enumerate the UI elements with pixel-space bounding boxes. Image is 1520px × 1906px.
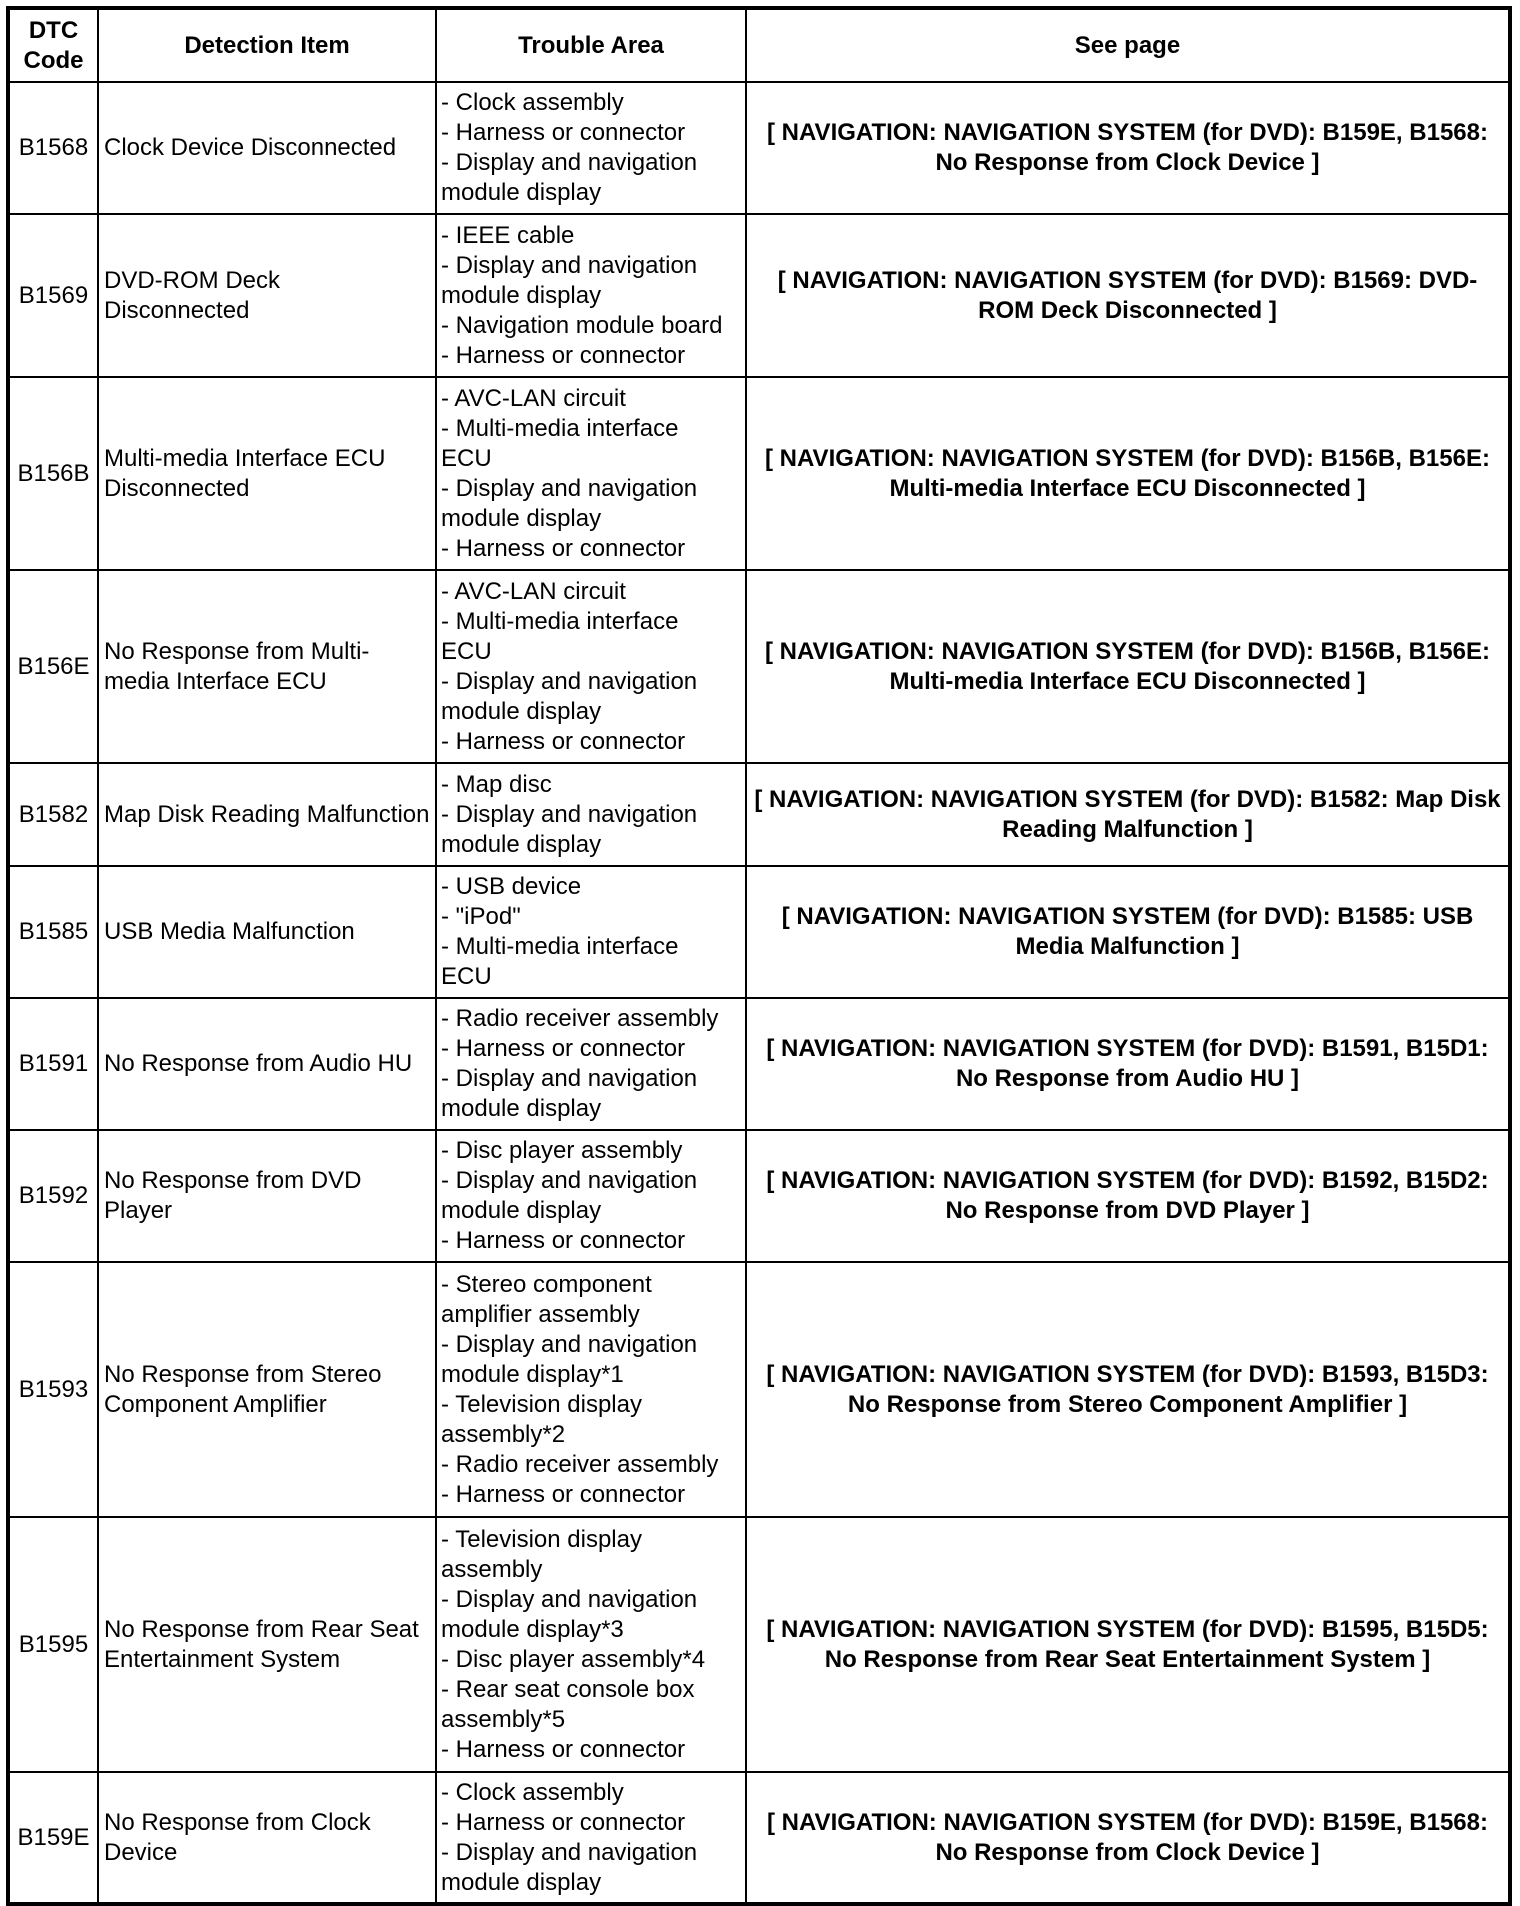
trouble-area-line: - Display and navigation: [441, 1838, 698, 1866]
see-page-link[interactable]: [ NAVIGATION: NAVIGATION SYSTEM (for DVD): B159E, B1568: No Response from Clock Device ]: [746, 1772, 1510, 1904]
detection-item-cell: No Response from DVD Player: [98, 1130, 436, 1262]
dtc-table: [6, 6, 1512, 1906]
trouble-area-line: - AVC-LAN circuit: [441, 577, 626, 605]
trouble-area-line: module display: [441, 179, 602, 206]
trouble-area-line: - AVC-LAN circuit: [441, 384, 626, 412]
trouble-area-line: - Harness or connector: [441, 119, 686, 146]
trouble-area-line: - Display and navigation: [441, 800, 698, 828]
see-page-link[interactable]: [ NAVIGATION: NAVIGATION SYSTEM (for DVD): B1595, B15D5: No Response from Rear Seat Entertainment System ]: [746, 1517, 1510, 1772]
see-page-link[interactable]: [ NAVIGATION: NAVIGATION SYSTEM (for DVD): B159E, B1568: No Response from Clock Device ]: [746, 82, 1510, 214]
header-detection-item: Detection Item: [98, 8, 436, 82]
table-header: [8, 8, 1510, 82]
see-page-link[interactable]: [ NAVIGATION: NAVIGATION SYSTEM (for DVD): B156B, B156E: Multi-media Interface ECU Disconnected ]: [746, 570, 1510, 763]
dtc-code-cell: B1569: [8, 214, 98, 377]
trouble-area-cell: [436, 1130, 746, 1262]
table-body: [8, 82, 1510, 1904]
trouble-area-line: - Multi-media interface: [441, 607, 679, 635]
trouble-area-cell: [436, 763, 746, 866]
dtc-code-cell: B159E: [8, 1772, 98, 1904]
trouble-area-cell: [436, 377, 746, 570]
trouble-area-cell: [436, 1772, 746, 1904]
trouble-area-line: - Display and navigation: [441, 1585, 698, 1613]
header-trouble-area: Trouble Area: [436, 8, 746, 82]
trouble-area-line: - Harness or connector: [441, 1035, 686, 1062]
trouble-area-cell: [436, 1262, 746, 1517]
dtc-table-sheet: [6, 6, 1508, 1896]
trouble-area-line: - Harness or connector: [441, 1227, 686, 1254]
trouble-area-line: - Display and navigation: [441, 1065, 698, 1092]
trouble-area-line: module display: [441, 697, 602, 725]
trouble-area-line: ECU: [441, 444, 492, 472]
trouble-area-line: - Harness or connector: [441, 1735, 686, 1763]
trouble-area-line: - Clock assembly: [441, 89, 624, 116]
dtc-code-cell: B1592: [8, 1130, 98, 1262]
detection-item-cell: No Response from Audio HU: [98, 998, 436, 1130]
trouble-area-line: - USB device: [441, 873, 582, 900]
trouble-area-line: module display: [441, 830, 602, 858]
trouble-area-line: ECU: [441, 963, 492, 990]
table-row: [8, 1772, 1510, 1904]
dtc-code-cell: B1582: [8, 763, 98, 866]
trouble-area-cell: [436, 1517, 746, 1772]
trouble-area-line: - Map disc: [441, 770, 552, 798]
trouble-area-line: - IEEE cable: [441, 221, 575, 249]
trouble-area-line: module display*1: [441, 1360, 624, 1388]
dtc-code-cell: B1595: [8, 1517, 98, 1772]
trouble-area-line: - Multi-media interface: [441, 933, 679, 960]
trouble-area-line: - Disc player assembly*4: [441, 1645, 706, 1673]
trouble-area-line: - Display and navigation: [441, 149, 698, 176]
detection-item-cell: DVD-ROM Deck Disconnected: [98, 214, 436, 377]
trouble-area-line: module display: [441, 504, 602, 532]
trouble-area-line: - Navigation module board: [441, 311, 723, 339]
trouble-area-line: - Harness or connector: [441, 1808, 686, 1836]
detection-item-cell: No Response from Clock Device: [98, 1772, 436, 1904]
trouble-area-line: module display*3: [441, 1615, 624, 1643]
table-row: [8, 763, 1510, 866]
trouble-area-cell: [436, 82, 746, 214]
trouble-area-line: - Harness or connector: [441, 1480, 686, 1508]
see-page-link[interactable]: [ NAVIGATION: NAVIGATION SYSTEM (for DVD): B1591, B15D1: No Response from Audio HU ]: [746, 998, 1510, 1130]
detection-item-cell: Clock Device Disconnected: [98, 82, 436, 214]
detection-item-cell: USB Media Malfunction: [98, 866, 436, 998]
detection-item-cell: Multi-media Interface ECU Disconnected: [98, 377, 436, 570]
trouble-area-line: - Harness or connector: [441, 727, 686, 755]
trouble-area-line: - Clock assembly: [441, 1778, 624, 1806]
see-page-link[interactable]: [ NAVIGATION: NAVIGATION SYSTEM (for DVD): B1582: Map Disk Reading Malfunction ]: [746, 763, 1510, 866]
trouble-area-line: module display: [441, 1197, 602, 1224]
trouble-area-line: - Display and navigation: [441, 474, 698, 502]
table-row: [8, 1517, 1510, 1772]
trouble-area-line: - "iPod": [441, 903, 521, 930]
trouble-area-cell: [436, 866, 746, 998]
trouble-area-line: - Radio receiver assembly: [441, 1450, 719, 1478]
table-row: [8, 570, 1510, 763]
trouble-area-cell: [436, 570, 746, 763]
see-page-link[interactable]: [ NAVIGATION: NAVIGATION SYSTEM (for DVD): B1585: USB Media Malfunction ]: [746, 866, 1510, 998]
table-row: [8, 866, 1510, 998]
trouble-area-line: - Disc player assembly: [441, 1137, 683, 1164]
see-page-link[interactable]: [ NAVIGATION: NAVIGATION SYSTEM (for DVD): B1569: DVD-ROM Deck Disconnected ]: [746, 214, 1510, 377]
trouble-area-line: - Harness or connector: [441, 341, 686, 369]
trouble-area-line: - Harness or connector: [441, 534, 686, 562]
trouble-area-line: - Display and navigation: [441, 251, 698, 279]
table-row: [8, 214, 1510, 377]
table-row: [8, 1262, 1510, 1517]
see-page-link[interactable]: [ NAVIGATION: NAVIGATION SYSTEM (for DVD): B1593, B15D3: No Response from Stereo Component Amplifier ]: [746, 1262, 1510, 1517]
see-page-link[interactable]: [ NAVIGATION: NAVIGATION SYSTEM (for DVD): B1592, B15D2: No Response from DVD Player ]: [746, 1130, 1510, 1262]
detection-item-cell: No Response from Rear Seat Entertainment System: [98, 1517, 436, 1772]
detection-item-cell: Map Disk Reading Malfunction: [98, 763, 436, 866]
trouble-area-line: - Radio receiver assembly: [441, 1005, 719, 1032]
trouble-area-line: - Display and navigation: [441, 1167, 698, 1194]
header-dtc-code: DTC Code: [8, 8, 98, 82]
dtc-code-cell: B156B: [8, 377, 98, 570]
header-see-page: See page: [746, 8, 1510, 82]
dtc-code-cell: B1593: [8, 1262, 98, 1517]
trouble-area-line: amplifier assembly: [441, 1300, 640, 1328]
trouble-area-cell: [436, 998, 746, 1130]
table-row: [8, 377, 1510, 570]
trouble-area-cell: [436, 214, 746, 377]
trouble-area-line: module display: [441, 281, 602, 309]
trouble-area-line: - Display and navigation: [441, 1330, 698, 1358]
table-row: [8, 1130, 1510, 1262]
trouble-area-line: assembly*2: [441, 1420, 566, 1448]
detection-item-cell: No Response from Stereo Component Amplifier: [98, 1262, 436, 1517]
trouble-area-line: module display: [441, 1868, 602, 1896]
table-row: [8, 998, 1510, 1130]
trouble-area-line: - Rear seat console box: [441, 1675, 695, 1703]
trouble-area-line: ECU: [441, 637, 492, 665]
trouble-area-line: - Television display: [441, 1390, 642, 1418]
trouble-area-line: assembly: [441, 1555, 543, 1583]
trouble-area-line: - Display and navigation: [441, 667, 698, 695]
trouble-area-line: module display: [441, 1095, 602, 1122]
see-page-link[interactable]: [ NAVIGATION: NAVIGATION SYSTEM (for DVD): B156B, B156E: Multi-media Interface ECU Disconnected ]: [746, 377, 1510, 570]
dtc-code-cell: B1591: [8, 998, 98, 1130]
dtc-code-cell: B1568: [8, 82, 98, 214]
table-row: [8, 82, 1510, 214]
trouble-area-line: - Television display: [441, 1525, 642, 1553]
dtc-code-cell: B1585: [8, 866, 98, 998]
trouble-area-line: - Multi-media interface: [441, 414, 679, 442]
header-row: [8, 8, 1510, 82]
dtc-code-cell: B156E: [8, 570, 98, 763]
trouble-area-line: assembly*5: [441, 1705, 566, 1733]
trouble-area-line: - Stereo component: [441, 1270, 652, 1298]
detection-item-cell: No Response from Multi-media Interface ECU: [98, 570, 436, 763]
